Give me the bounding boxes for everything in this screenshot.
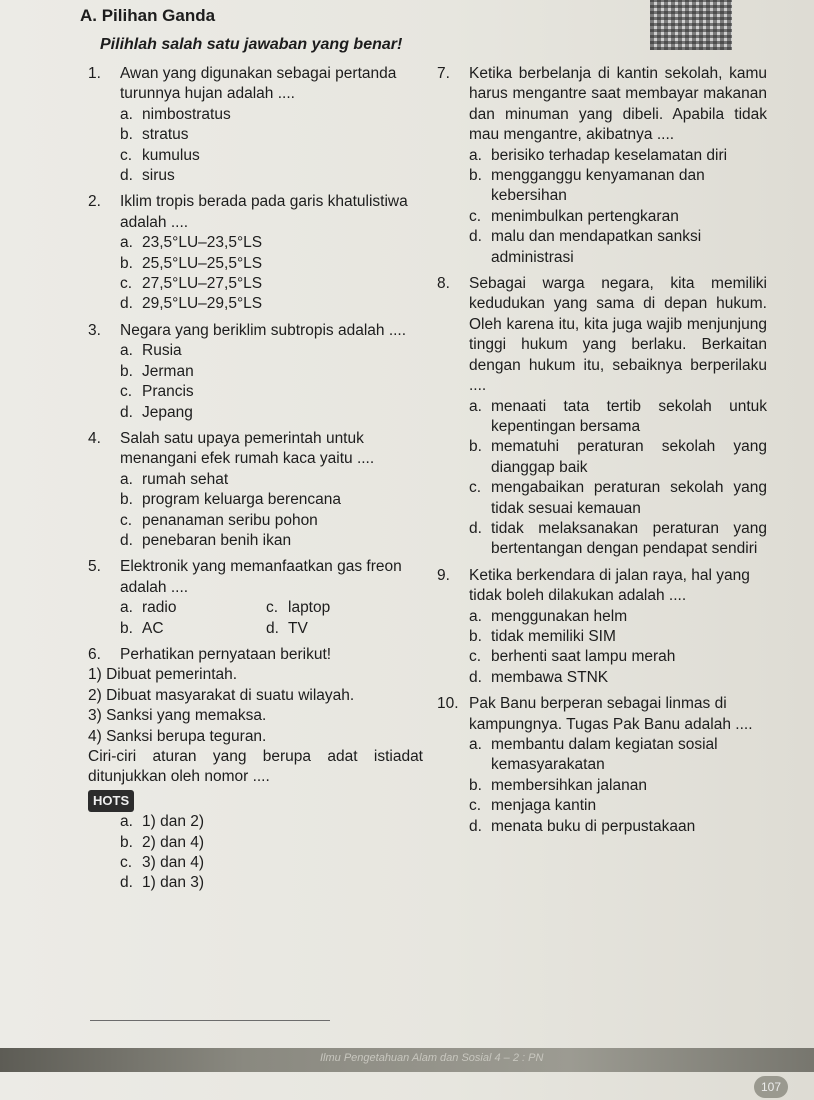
question-text: Iklim tropis berada pada garis khatulistiwa adalah .... xyxy=(120,193,408,231)
option[interactable]: b. program keluarga berencana xyxy=(120,491,342,509)
hots-badge: HOTS xyxy=(88,790,134,812)
option[interactable]: c. menimbulkan pertengkaran xyxy=(469,207,679,225)
question-5: 5. Elektronik yang memanfaatkan gas freon adalah .... a. radio c. laptop b. AC d. TV xyxy=(88,557,423,639)
option[interactable]: b. mematuhi peraturan sekolah yang dianggap baik xyxy=(469,438,767,476)
question-text: Perhatikan pernyataan berikut! xyxy=(120,645,332,663)
option[interactable]: b. mengganggu kenyamanan dan kebersihan xyxy=(469,167,705,205)
option[interactable]: a. 1) dan 2) xyxy=(120,813,205,831)
question-text: Elektronik yang memanfaatkan gas freon adalah .... xyxy=(120,558,402,596)
option[interactable]: a. menaati tata tertib sekolah untuk kepentingan bersama xyxy=(469,397,767,435)
option[interactable]: a. membantu dalam kegiatan sosial kemasyarakatan xyxy=(469,736,718,774)
option[interactable]: c. mengabaikan peraturan sekolah yang tidak sesuai kemauan xyxy=(469,479,767,517)
option[interactable]: d. 29,5°LU–29,5°LS xyxy=(120,295,263,313)
option[interactable]: d. menata buku di perpustakaan xyxy=(469,817,696,835)
option[interactable]: d. malu dan mendapatkan sanksi administrasi xyxy=(469,228,702,266)
option[interactable]: b. stratus xyxy=(120,126,189,144)
option[interactable]: a. menggunakan helm xyxy=(469,607,628,625)
option[interactable]: a. radio xyxy=(120,599,177,617)
option[interactable]: c. berhenti saat lampu merah xyxy=(469,648,676,666)
option[interactable]: a. berisiko terhadap keselamatan diri xyxy=(469,146,728,164)
statement: 3) Sanksi yang memaksa. xyxy=(88,707,267,725)
question-1: 1. Awan yang digunakan sebagai pertanda turunnya hujan adalah .... a. nimbostratus b. stratus c. kumulus d. sirus xyxy=(88,64,423,186)
option[interactable]: b. tidak memiliki SIM xyxy=(469,627,616,645)
question-8: 8. Sebagai warga negara, kita memiliki kedudukan yang sama di depan hukum. Oleh karena itu, kita juga wajib menjunjung tinggi hukum yang berlaku. Berkaitan dengan hukum itu, sebaiknya berperilaku .... a. menaati tata tertib sekolah untuk kepentingan bersama b. mematuhi peraturan sekolah yang dianggap baik c. mengabaikan peraturan sekolah yang tidak sesuai kemauan d. tidak melaksanakan peraturan yang bertentangan dengan pendapat sendiri xyxy=(437,274,767,560)
option[interactable]: b. AC xyxy=(120,619,164,637)
qr-code-icon xyxy=(650,0,732,50)
option[interactable]: d. 1) dan 3) xyxy=(120,874,205,892)
option[interactable]: a. nimbostratus xyxy=(120,105,231,123)
question-text: Negara yang beriklim subtropis adalah .... xyxy=(120,321,407,339)
footer-book-title: Ilmu Pengetahuan Alam dan Sosial 4 – 2 : PN xyxy=(320,1052,544,1064)
question-text: Salah satu upaya pemerintah untuk menangani efek rumah kaca yaitu .... xyxy=(120,429,375,468)
question-6: 6. Perhatikan pernyataan berikut! 1) Dibuat pemerintah. 2) Dibuat masyarakat di suatu wilayah. 3) Sanksi yang memaksa. 4) Sanksi berupa teguran. Ciri-ciri aturan yang berupa adat istiadat ditunjukkan oleh nomor .... HOTS a. 1) dan 2) b. 2) dan 4) c. 3) dan 4) d. 1) dan 3) xyxy=(88,645,423,894)
option[interactable]: c. 27,5°LU–27,5°LS xyxy=(120,275,263,293)
question-10: 10. Pak Banu berperan sebagai linmas di kampungnya. Tugas Pak Banu adalah .... a. membantu dalam kegiatan sosial kemasyarakatan b. membersihkan jalanan c. menjaga kantin d. menata buku di perpustakaan xyxy=(437,694,767,837)
option[interactable]: b. 2) dan 4) xyxy=(120,833,205,851)
option[interactable]: b. 25,5°LU–25,5°LS xyxy=(120,254,263,272)
option[interactable]: c. penanaman seribu pohon xyxy=(120,511,318,529)
option[interactable]: b. membersihkan jalanan xyxy=(469,776,647,794)
section-title: A. Pilihan Ganda xyxy=(80,6,216,25)
question-text: Sebagai warga negara, kita memiliki kedudukan yang sama di depan hukum. Oleh karena itu, kita juga wajib menjunjung tinggi hukum yang berlaku. Berkaitan dengan hukum itu, sebaiknya berperilaku .... xyxy=(469,275,767,395)
option[interactable]: c. laptop xyxy=(266,599,331,617)
statement: 4) Sanksi berupa teguran. xyxy=(88,727,267,745)
pencil-mark xyxy=(90,1020,330,1021)
option[interactable]: a. 23,5°LU–23,5°LS xyxy=(120,234,263,252)
left-column xyxy=(88,64,423,894)
question-text: Pak Banu berperan sebagai linmas di kampungnya. Tugas Pak Banu adalah .... xyxy=(469,695,753,733)
statement: 2) Dibuat masyarakat di suatu wilayah. xyxy=(88,686,355,704)
option[interactable]: c. kumulus xyxy=(120,146,200,164)
option[interactable]: c. 3) dan 4) xyxy=(120,854,205,872)
question-stem: Ciri-ciri aturan yang berupa adat istiadat ditunjukkan oleh nomor .... xyxy=(88,748,423,786)
option[interactable]: c. Prancis xyxy=(120,383,194,401)
question-7: 7. Ketika berbelanja di kantin sekolah, kamu harus mengantre saat membayar makanan dan minuman yang dibeli. Apabila tidak mau mengantre, akibatnya .... a. berisiko terhadap keselamatan diri b. mengganggu kenyamanan dan kebersihan c. menimbulkan pertengkaran d. malu dan mendapatkan sanksi administrasi xyxy=(437,64,767,268)
statement-list xyxy=(88,665,423,747)
question-text: Awan yang digunakan sebagai pertanda turunnya hujan adalah .... xyxy=(120,65,397,103)
right-column xyxy=(437,64,767,837)
question-2: 2. Iklim tropis berada pada garis khatulistiwa adalah .... a. 23,5°LU–23,5°LS b. 25,5°LU–25,5°LS c. 27,5°LU–27,5°LS d. 29,5°LU–29,5°LS xyxy=(88,192,423,314)
option[interactable]: b. Jerman xyxy=(120,362,194,380)
question-text: Ketika berbelanja di kantin sekolah, kamu harus mengantre saat membayar makanan dan minuman yang dibeli. Apabila tidak mau mengantre, akibatnya .... xyxy=(469,65,767,144)
statement: 1) Dibuat pemerintah. xyxy=(88,666,238,684)
option[interactable]: d. TV xyxy=(266,619,308,637)
question-4: 4. Salah satu upaya pemerintah untuk menangani efek rumah kaca yaitu .... a. rumah sehat b. program keluarga berencana c. penanaman seribu pohon d. penebaran benih ikan xyxy=(88,429,423,551)
option[interactable]: d. tidak melaksanakan peraturan yang bertentangan dengan pendapat sendiri xyxy=(469,519,767,558)
option[interactable]: d. penebaran benih ikan xyxy=(120,531,292,549)
option[interactable]: c. menjaga kantin xyxy=(469,797,597,815)
option[interactable]: a. rumah sehat xyxy=(120,470,229,488)
option[interactable]: d. sirus xyxy=(120,167,175,185)
question-3: 3. Negara yang beriklim subtropis adalah .... a. Rusia b. Jerman c. Prancis d. Jepang xyxy=(88,321,423,423)
option[interactable]: d. Jepang xyxy=(120,403,193,421)
page-number: 107 xyxy=(754,1076,788,1098)
instruction: Pilihlah salah satu jawaban yang benar! xyxy=(100,36,403,53)
question-9: 9. Ketika berkendara di jalan raya, hal yang tidak boleh dilakukan adalah .... a. menggunakan helm b. tidak memiliki SIM c. berhenti saat lampu merah d. membawa STNK xyxy=(437,566,767,688)
question-text: Ketika berkendara di jalan raya, hal yang tidak boleh dilakukan adalah .... xyxy=(469,566,750,605)
option[interactable]: d. membawa STNK xyxy=(469,668,609,686)
option[interactable]: a. Rusia xyxy=(120,342,182,360)
